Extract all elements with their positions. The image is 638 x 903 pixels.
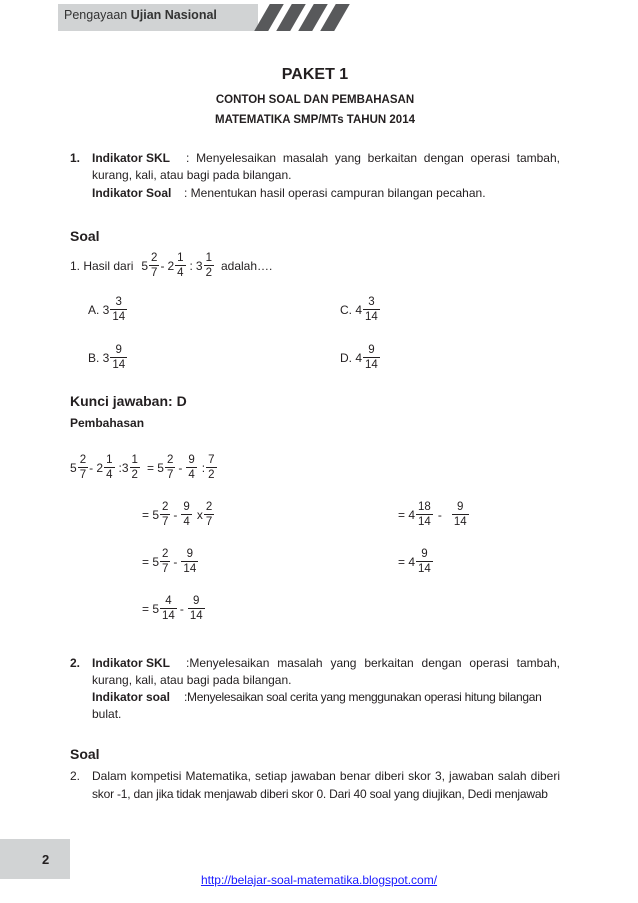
soal-heading: Soal — [70, 228, 100, 244]
option-d: D. 4 $\frac{9}{14}$ — [340, 344, 378, 371]
skl-text: : Menyelesaikan masalah yang berkaitan dengan operasi tambah, — [186, 151, 560, 165]
soal-heading: Soal — [70, 746, 100, 762]
fraction: $\frac{2}{7}$ — [151, 252, 158, 279]
page-number: 2 — [42, 852, 50, 867]
pembahasan-heading: Pembahasan — [70, 416, 145, 430]
skl-text-cont: kurang, kali, atau bagi pada bilangan. — [92, 673, 292, 687]
option-b: B. 3 $\frac{9}{14}$ — [88, 344, 126, 371]
header-title: Pengayaan Ujian Nasional — [64, 8, 217, 22]
solution-step: = 4 $\frac{9}{14}$ — [398, 548, 431, 575]
skl-text: :Menyelesaikan masalah yang berkaitan dengan operasi tambah, — [186, 656, 560, 670]
subtitle-1: CONTOH SOAL DAN PEMBAHASAN — [215, 94, 415, 106]
skl-label: Indikator SKL — [92, 656, 171, 670]
option-c: C. 4 $\frac{3}{14}$ — [340, 296, 378, 323]
indikator-soal-text-cont: bulat. — [92, 707, 122, 721]
skl-text-cont: kurang, kali, atau bagi pada bilangan. — [92, 168, 292, 182]
solution-step: 5 $\frac{2}{7}$ - 2 $\frac{1}{4}$ :3 $\frac{1}{2}$ = 5 $\frac{2}{7}$ - $\frac{9}{4}$ : $\frac{7}{2}$ — [70, 454, 215, 481]
item-number: 1. — [70, 151, 81, 165]
fraction: $\frac{1}{4}$ — [177, 252, 184, 279]
option-a: A. 3 $\frac{3}{14}$ — [88, 296, 126, 323]
solution-step: = 5 $\frac{4}{14}$ - $\frac{9}{14}$ — [142, 595, 203, 622]
indikator-soal-label: Indikator Soal — [92, 186, 172, 200]
page-title: PAKET 1 — [281, 66, 349, 83]
question-2-line-1: Dalam kompetisi Matematika, setiap jawaban benar diberi skor 3, jawaban salah diberi — [92, 769, 560, 783]
question-1: 1. Hasil dari 5 $\frac{2}{7}$ - 2 $\frac{1}{4}$ : 3 $\frac{1}{2}$ adalah…. — [70, 252, 273, 279]
item-number: 2. — [70, 656, 81, 670]
indikator-soal-text: : Menentukan hasil operasi campuran bilangan pecahan. — [184, 186, 486, 200]
skl-label: Indikator SKL — [92, 151, 171, 165]
footer-link[interactable]: http://belajar-soal-matematika.blogspot.com/ — [200, 873, 438, 887]
indikator-soal-label: Indikator soal — [92, 690, 171, 704]
fraction: $\frac{1}{2}$ — [205, 252, 212, 279]
question-number: 2. — [70, 769, 81, 783]
subtitle-2: MATEMATIKA SMP/MTs TAHUN 2014 — [215, 114, 415, 126]
solution-step: = 5 $\frac{2}{7}$ - $\frac{9}{4}$ x $\frac{2}{7}$ — [142, 501, 213, 528]
indikator-soal-text: :Menyelesaikan soal cerita yang menggunakan operasi hitung bilangan — [184, 690, 542, 704]
solution-step: = 5 $\frac{2}{7}$ - $\frac{9}{14}$ — [142, 548, 197, 575]
solution-step: = 4 $\frac{18}{14}$ - $\frac{9}{14}$ — [398, 501, 467, 528]
question-2-line-2: skor -1, dan jika tidak menjawab diberi skor 0. Dari 40 soal yang diujikan, Dedi menjawab — [92, 787, 548, 801]
answer-key: Kunci jawaban: D — [70, 393, 187, 409]
